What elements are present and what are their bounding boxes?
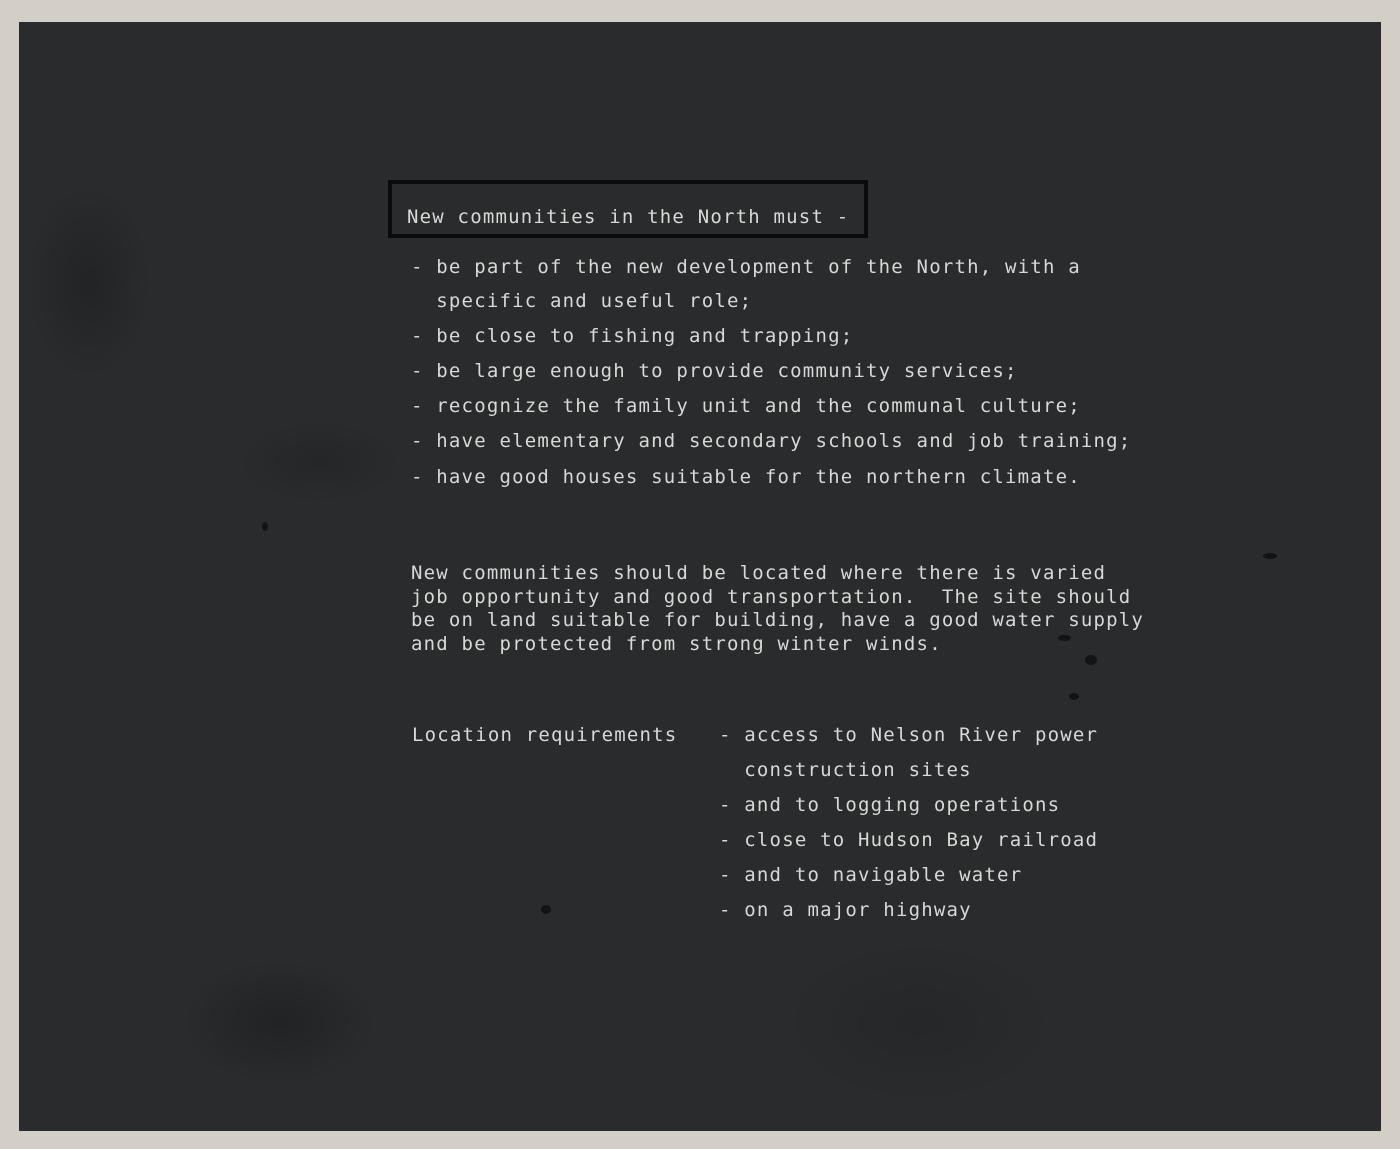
requirement-item: - have elementary and secondary schools and job training; (411, 430, 1132, 452)
ink-speck (1263, 553, 1277, 559)
paragraph-line: and be protected from strong winter winds. (411, 632, 942, 655)
location-item: - and to navigable water (719, 864, 1023, 886)
ink-speck (1085, 655, 1097, 665)
location-item: construction sites (719, 759, 972, 781)
location-requirements-label: Location requirements (412, 724, 678, 746)
requirement-item: - be large enough to provide community services; (411, 360, 1018, 382)
ink-speck (541, 905, 551, 914)
location-paragraph (411, 562, 1144, 656)
requirement-item: - have good houses suitable for the northern climate. (411, 466, 1081, 488)
location-item: - on a major highway (719, 899, 972, 921)
heading-text: New communities in the North must - (407, 206, 850, 228)
ink-speck (1069, 693, 1079, 700)
requirement-item: specific and useful role; (411, 290, 753, 312)
requirement-item: - be close to fishing and trapping; (411, 325, 854, 347)
location-item: - close to Hudson Bay railroad (719, 829, 1099, 851)
requirement-item: - be part of the new development of the North, with a (411, 256, 1081, 278)
paragraph-line: New communities should be located where there is varied (411, 562, 1107, 584)
requirement-item: - recognize the family unit and the communal culture; (411, 395, 1081, 417)
location-item: - access to Nelson River power (719, 724, 1099, 746)
paragraph-line: be on land suitable for building, have a good water supply (411, 609, 1145, 631)
ink-speck (262, 522, 268, 531)
location-item: - and to logging operations (719, 794, 1061, 816)
paragraph-line: job opportunity and good transportation. The site should (411, 585, 1132, 608)
